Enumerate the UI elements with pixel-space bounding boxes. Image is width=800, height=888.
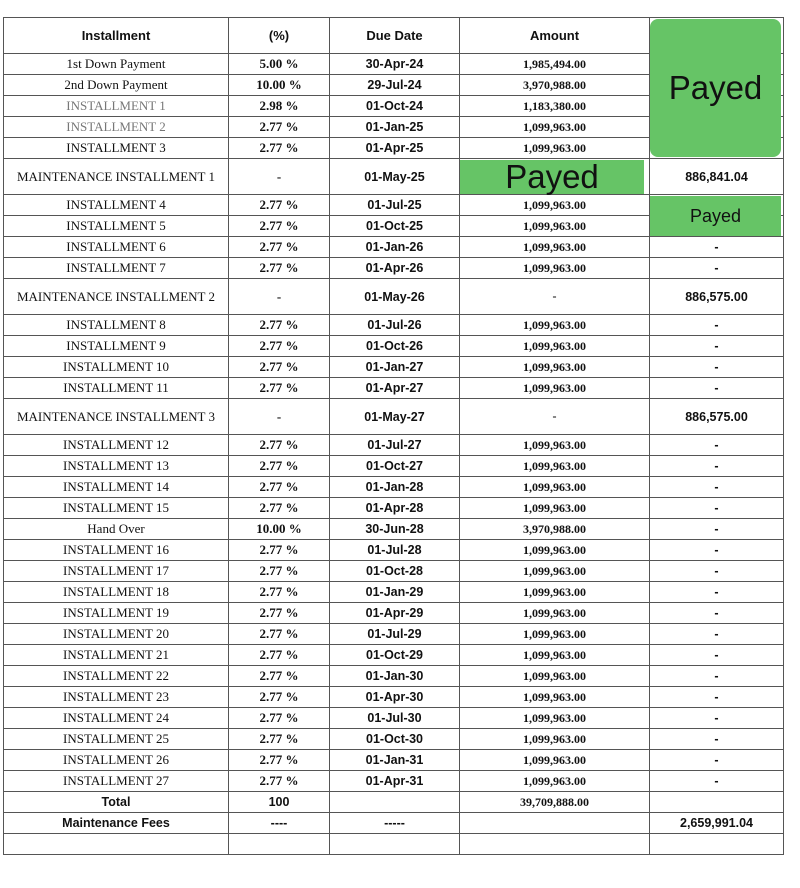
- percent-cell: -: [229, 399, 330, 435]
- table-row: [4, 540, 784, 561]
- percent-cell: 10.00 %: [229, 519, 330, 540]
- due-date-cell: 01-May-27: [330, 399, 460, 435]
- amount-cell: 3,970,988.00: [460, 519, 650, 540]
- percent-cell: 2.77 %: [229, 624, 330, 645]
- table-row: [4, 666, 784, 687]
- percent-cell: 2.77 %: [229, 336, 330, 357]
- table-row: [4, 561, 784, 582]
- maintenance-fees-row-amount: [460, 813, 650, 834]
- table-row: [4, 435, 784, 456]
- due-date-cell: 01-Jan-25: [330, 117, 460, 138]
- due-date-cell: 01-Jan-27: [330, 357, 460, 378]
- amount-cell: 1,099,963.00: [460, 603, 650, 624]
- percent-cell: 2.77 %: [229, 708, 330, 729]
- due-date-cell: 01-May-25: [330, 159, 460, 195]
- empty-cell: [229, 834, 330, 855]
- total-row-date: [330, 792, 460, 813]
- installment-name-cell: INSTALLMENT 15: [4, 498, 229, 519]
- due-date-cell: 01-Jul-28: [330, 540, 460, 561]
- percent-cell: 2.77 %: [229, 456, 330, 477]
- amount-cell: 1,099,963.00: [460, 336, 650, 357]
- installment-name-cell: INSTALLMENT 1: [4, 96, 229, 117]
- percent-cell: 2.77 %: [229, 237, 330, 258]
- maintenance-cell: -: [650, 357, 784, 378]
- amount-cell: 1,099,963.00: [460, 456, 650, 477]
- amount-cell: 1,099,963.00: [460, 258, 650, 279]
- due-date-cell: 01-Jul-29: [330, 624, 460, 645]
- installment-name-cell: INSTALLMENT 10: [4, 357, 229, 378]
- amount-cell: 1,099,963.00: [460, 729, 650, 750]
- maintenance-cell: -: [650, 435, 784, 456]
- total-row-maintenance: [650, 792, 784, 813]
- installment-name-cell: INSTALLMENT 23: [4, 687, 229, 708]
- amount-cell: 1,099,963.00: [460, 645, 650, 666]
- installment-name-cell: INSTALLMENT 24: [4, 708, 229, 729]
- empty-cell: [460, 834, 650, 855]
- due-date-cell: 01-Oct-27: [330, 456, 460, 477]
- percent-cell: 2.77 %: [229, 582, 330, 603]
- due-date-cell: 01-Apr-30: [330, 687, 460, 708]
- percent-cell: 2.77 %: [229, 561, 330, 582]
- amount-cell: 1,099,963.00: [460, 582, 650, 603]
- installment-name-cell: INSTALLMENT 4: [4, 195, 229, 216]
- installment-name-cell: INSTALLMENT 20: [4, 624, 229, 645]
- maintenance-fees-row-maintenance: 2,659,991.04: [650, 813, 784, 834]
- table-row: [4, 159, 784, 195]
- percent-cell: -: [229, 279, 330, 315]
- maintenance-cell: -: [650, 687, 784, 708]
- maintenance-cell: 886,575.00: [650, 279, 784, 315]
- due-date-cell: 01-Oct-29: [330, 645, 460, 666]
- table-row: [4, 708, 784, 729]
- maintenance-cell: -: [650, 456, 784, 477]
- header-amount: Amount: [460, 18, 650, 54]
- due-date-cell: 01-Jul-27: [330, 435, 460, 456]
- maintenance-cell: -: [650, 729, 784, 750]
- table-row: [4, 258, 784, 279]
- percent-cell: 2.77 %: [229, 540, 330, 561]
- amount-cell: 1,099,963.00: [460, 237, 650, 258]
- installment-name-cell: INSTALLMENT 17: [4, 561, 229, 582]
- installment-name-cell: INSTALLMENT 2: [4, 117, 229, 138]
- percent-cell: 10.00 %: [229, 75, 330, 96]
- amount-cell: 1,099,963.00: [460, 771, 650, 792]
- due-date-cell: 01-Jan-30: [330, 666, 460, 687]
- maintenance-cell: -: [650, 561, 784, 582]
- percent-cell: 2.98 %: [229, 96, 330, 117]
- due-date-cell: 01-Apr-31: [330, 771, 460, 792]
- percent-cell: 2.77 %: [229, 603, 330, 624]
- due-date-cell: 01-Jan-29: [330, 582, 460, 603]
- amount-cell: 1,099,963.00: [460, 315, 650, 336]
- amount-cell: 1,099,963.00: [460, 138, 650, 159]
- table-row: [4, 603, 784, 624]
- amount-cell: 1,099,963.00: [460, 708, 650, 729]
- due-date-cell: 01-Jan-31: [330, 750, 460, 771]
- empty-cell: [330, 834, 460, 855]
- table-row: [4, 519, 784, 540]
- maintenance-fees-row-date: -----: [330, 813, 460, 834]
- table-row: [4, 378, 784, 399]
- percent-cell: 2.77 %: [229, 729, 330, 750]
- percent-cell: 2.77 %: [229, 687, 330, 708]
- payed-stamp-middle: Payed: [460, 160, 644, 194]
- percent-cell: 2.77 %: [229, 666, 330, 687]
- table-row: [4, 624, 784, 645]
- percent-cell: 2.77 %: [229, 378, 330, 399]
- percent-cell: 2.77 %: [229, 477, 330, 498]
- table-row: [4, 729, 784, 750]
- installment-name-cell: INSTALLMENT 9: [4, 336, 229, 357]
- amount-cell: 1,099,963.00: [460, 378, 650, 399]
- maintenance-cell: -: [650, 477, 784, 498]
- maintenance-cell: -: [650, 603, 784, 624]
- empty-cell: [650, 834, 784, 855]
- due-date-cell: 01-Jul-30: [330, 708, 460, 729]
- due-date-cell: 29-Jul-24: [330, 75, 460, 96]
- percent-cell: 2.77 %: [229, 498, 330, 519]
- installment-name-cell: 1st Down Payment: [4, 54, 229, 75]
- installment-name-cell: INSTALLMENT 19: [4, 603, 229, 624]
- installment-name-cell: INSTALLMENT 3: [4, 138, 229, 159]
- amount-cell: 1,099,963.00: [460, 561, 650, 582]
- payed-stamp-small: Payed: [650, 196, 781, 236]
- percent-cell: 2.77 %: [229, 195, 330, 216]
- amount-cell: 1,099,963.00: [460, 687, 650, 708]
- due-date-cell: 01-Oct-24: [330, 96, 460, 117]
- table-row: [4, 498, 784, 519]
- percent-cell: 2.77 %: [229, 117, 330, 138]
- table-row: [4, 279, 784, 315]
- table-row: [4, 645, 784, 666]
- amount-cell: 1,099,963.00: [460, 435, 650, 456]
- amount-cell: 1,099,963.00: [460, 624, 650, 645]
- installment-name-cell: Hand Over: [4, 519, 229, 540]
- amount-cell: 1,099,963.00: [460, 666, 650, 687]
- due-date-cell: 01-Oct-25: [330, 216, 460, 237]
- installment-name-cell: INSTALLMENT 13: [4, 456, 229, 477]
- total-row: [4, 792, 784, 813]
- percent-cell: 2.77 %: [229, 750, 330, 771]
- maintenance-fees-row-percent: ----: [229, 813, 330, 834]
- amount-cell: 1,985,494.00: [460, 54, 650, 75]
- header-due-date: Due Date: [330, 18, 460, 54]
- due-date-cell: 01-Jul-25: [330, 195, 460, 216]
- total-row-label: Total: [4, 792, 229, 813]
- installment-name-cell: INSTALLMENT 27: [4, 771, 229, 792]
- due-date-cell: 30-Apr-24: [330, 54, 460, 75]
- installment-name-cell: INSTALLMENT 7: [4, 258, 229, 279]
- maintenance-cell: -: [650, 237, 784, 258]
- amount-cell: 1,099,963.00: [460, 117, 650, 138]
- maintenance-fees-row: [4, 813, 784, 834]
- maintenance-cell: -: [650, 750, 784, 771]
- due-date-cell: 30-Jun-28: [330, 519, 460, 540]
- percent-cell: 2.77 %: [229, 315, 330, 336]
- installment-name-cell: INSTALLMENT 18: [4, 582, 229, 603]
- due-date-cell: 01-Apr-25: [330, 138, 460, 159]
- percent-cell: 2.77 %: [229, 258, 330, 279]
- percent-cell: 2.77 %: [229, 216, 330, 237]
- maintenance-cell: -: [650, 771, 784, 792]
- amount-cell: 1,099,963.00: [460, 216, 650, 237]
- empty-row: [4, 834, 784, 855]
- amount-cell: -: [460, 399, 650, 435]
- percent-cell: 2.77 %: [229, 138, 330, 159]
- amount-cell: 1,099,963.00: [460, 750, 650, 771]
- table-row: [4, 771, 784, 792]
- total-row-percent: 100: [229, 792, 330, 813]
- table-row: [4, 315, 784, 336]
- percent-cell: 5.00 %: [229, 54, 330, 75]
- maintenance-cell: -: [650, 519, 784, 540]
- empty-cell: [4, 834, 229, 855]
- installment-name-cell: INSTALLMENT 12: [4, 435, 229, 456]
- table-row: [4, 582, 784, 603]
- amount-cell: 1,099,963.00: [460, 540, 650, 561]
- percent-cell: -: [229, 159, 330, 195]
- installment-name-cell: 2nd Down Payment: [4, 75, 229, 96]
- installment-name-cell: MAINTENANCE INSTALLMENT 3: [4, 399, 229, 435]
- table-row: [4, 357, 784, 378]
- installment-name-cell: INSTALLMENT 6: [4, 237, 229, 258]
- due-date-cell: 01-Oct-28: [330, 561, 460, 582]
- percent-cell: 2.77 %: [229, 357, 330, 378]
- amount-cell: 1,099,963.00: [460, 195, 650, 216]
- installment-name-cell: INSTALLMENT 16: [4, 540, 229, 561]
- due-date-cell: 01-Jan-26: [330, 237, 460, 258]
- due-date-cell: 01-May-26: [330, 279, 460, 315]
- maintenance-cell: -: [650, 315, 784, 336]
- installment-name-cell: INSTALLMENT 25: [4, 729, 229, 750]
- installment-name-cell: INSTALLMENT 8: [4, 315, 229, 336]
- table-row: [4, 456, 784, 477]
- due-date-cell: 01-Apr-29: [330, 603, 460, 624]
- amount-cell: 1,099,963.00: [460, 477, 650, 498]
- amount-cell: 3,970,988.00: [460, 75, 650, 96]
- total-row-amount: 39,709,888.00: [460, 792, 650, 813]
- maintenance-cell: -: [650, 540, 784, 561]
- maintenance-cell: -: [650, 624, 784, 645]
- maintenance-fees-row-label: Maintenance Fees: [4, 813, 229, 834]
- installment-name-cell: MAINTENANCE INSTALLMENT 2: [4, 279, 229, 315]
- table-row: [4, 237, 784, 258]
- due-date-cell: 01-Oct-30: [330, 729, 460, 750]
- maintenance-cell: -: [650, 582, 784, 603]
- maintenance-cell: -: [650, 666, 784, 687]
- table-row: [4, 687, 784, 708]
- installment-name-cell: INSTALLMENT 22: [4, 666, 229, 687]
- maintenance-cell: 886,575.00: [650, 399, 784, 435]
- percent-cell: 2.77 %: [229, 771, 330, 792]
- percent-cell: 2.77 %: [229, 645, 330, 666]
- installment-name-cell: INSTALLMENT 11: [4, 378, 229, 399]
- header-installment: Installment: [4, 18, 229, 54]
- maintenance-cell: -: [650, 645, 784, 666]
- installment-name-cell: INSTALLMENT 14: [4, 477, 229, 498]
- amount-cell: 1,099,963.00: [460, 498, 650, 519]
- amount-cell: -: [460, 279, 650, 315]
- table-row: [4, 399, 784, 435]
- due-date-cell: 01-Jul-26: [330, 315, 460, 336]
- maintenance-cell: 886,841.04: [650, 159, 784, 195]
- table-row: [4, 477, 784, 498]
- maintenance-cell: -: [650, 336, 784, 357]
- maintenance-cell: -: [650, 258, 784, 279]
- due-date-cell: 01-Jan-28: [330, 477, 460, 498]
- installment-name-cell: INSTALLMENT 26: [4, 750, 229, 771]
- amount-cell: 1,099,963.00: [460, 357, 650, 378]
- table-row: [4, 750, 784, 771]
- due-date-cell: 01-Oct-26: [330, 336, 460, 357]
- payed-stamp-top: Payed: [650, 19, 781, 157]
- due-date-cell: 01-Apr-26: [330, 258, 460, 279]
- installment-name-cell: INSTALLMENT 21: [4, 645, 229, 666]
- amount-cell: 1,183,380.00: [460, 96, 650, 117]
- maintenance-cell: -: [650, 378, 784, 399]
- installment-name-cell: INSTALLMENT 5: [4, 216, 229, 237]
- installment-name-cell: MAINTENANCE INSTALLMENT 1: [4, 159, 229, 195]
- due-date-cell: 01-Apr-28: [330, 498, 460, 519]
- table-row: [4, 336, 784, 357]
- percent-cell: 2.77 %: [229, 435, 330, 456]
- header-percent: (%): [229, 18, 330, 54]
- maintenance-cell: -: [650, 498, 784, 519]
- maintenance-cell: -: [650, 708, 784, 729]
- due-date-cell: 01-Apr-27: [330, 378, 460, 399]
